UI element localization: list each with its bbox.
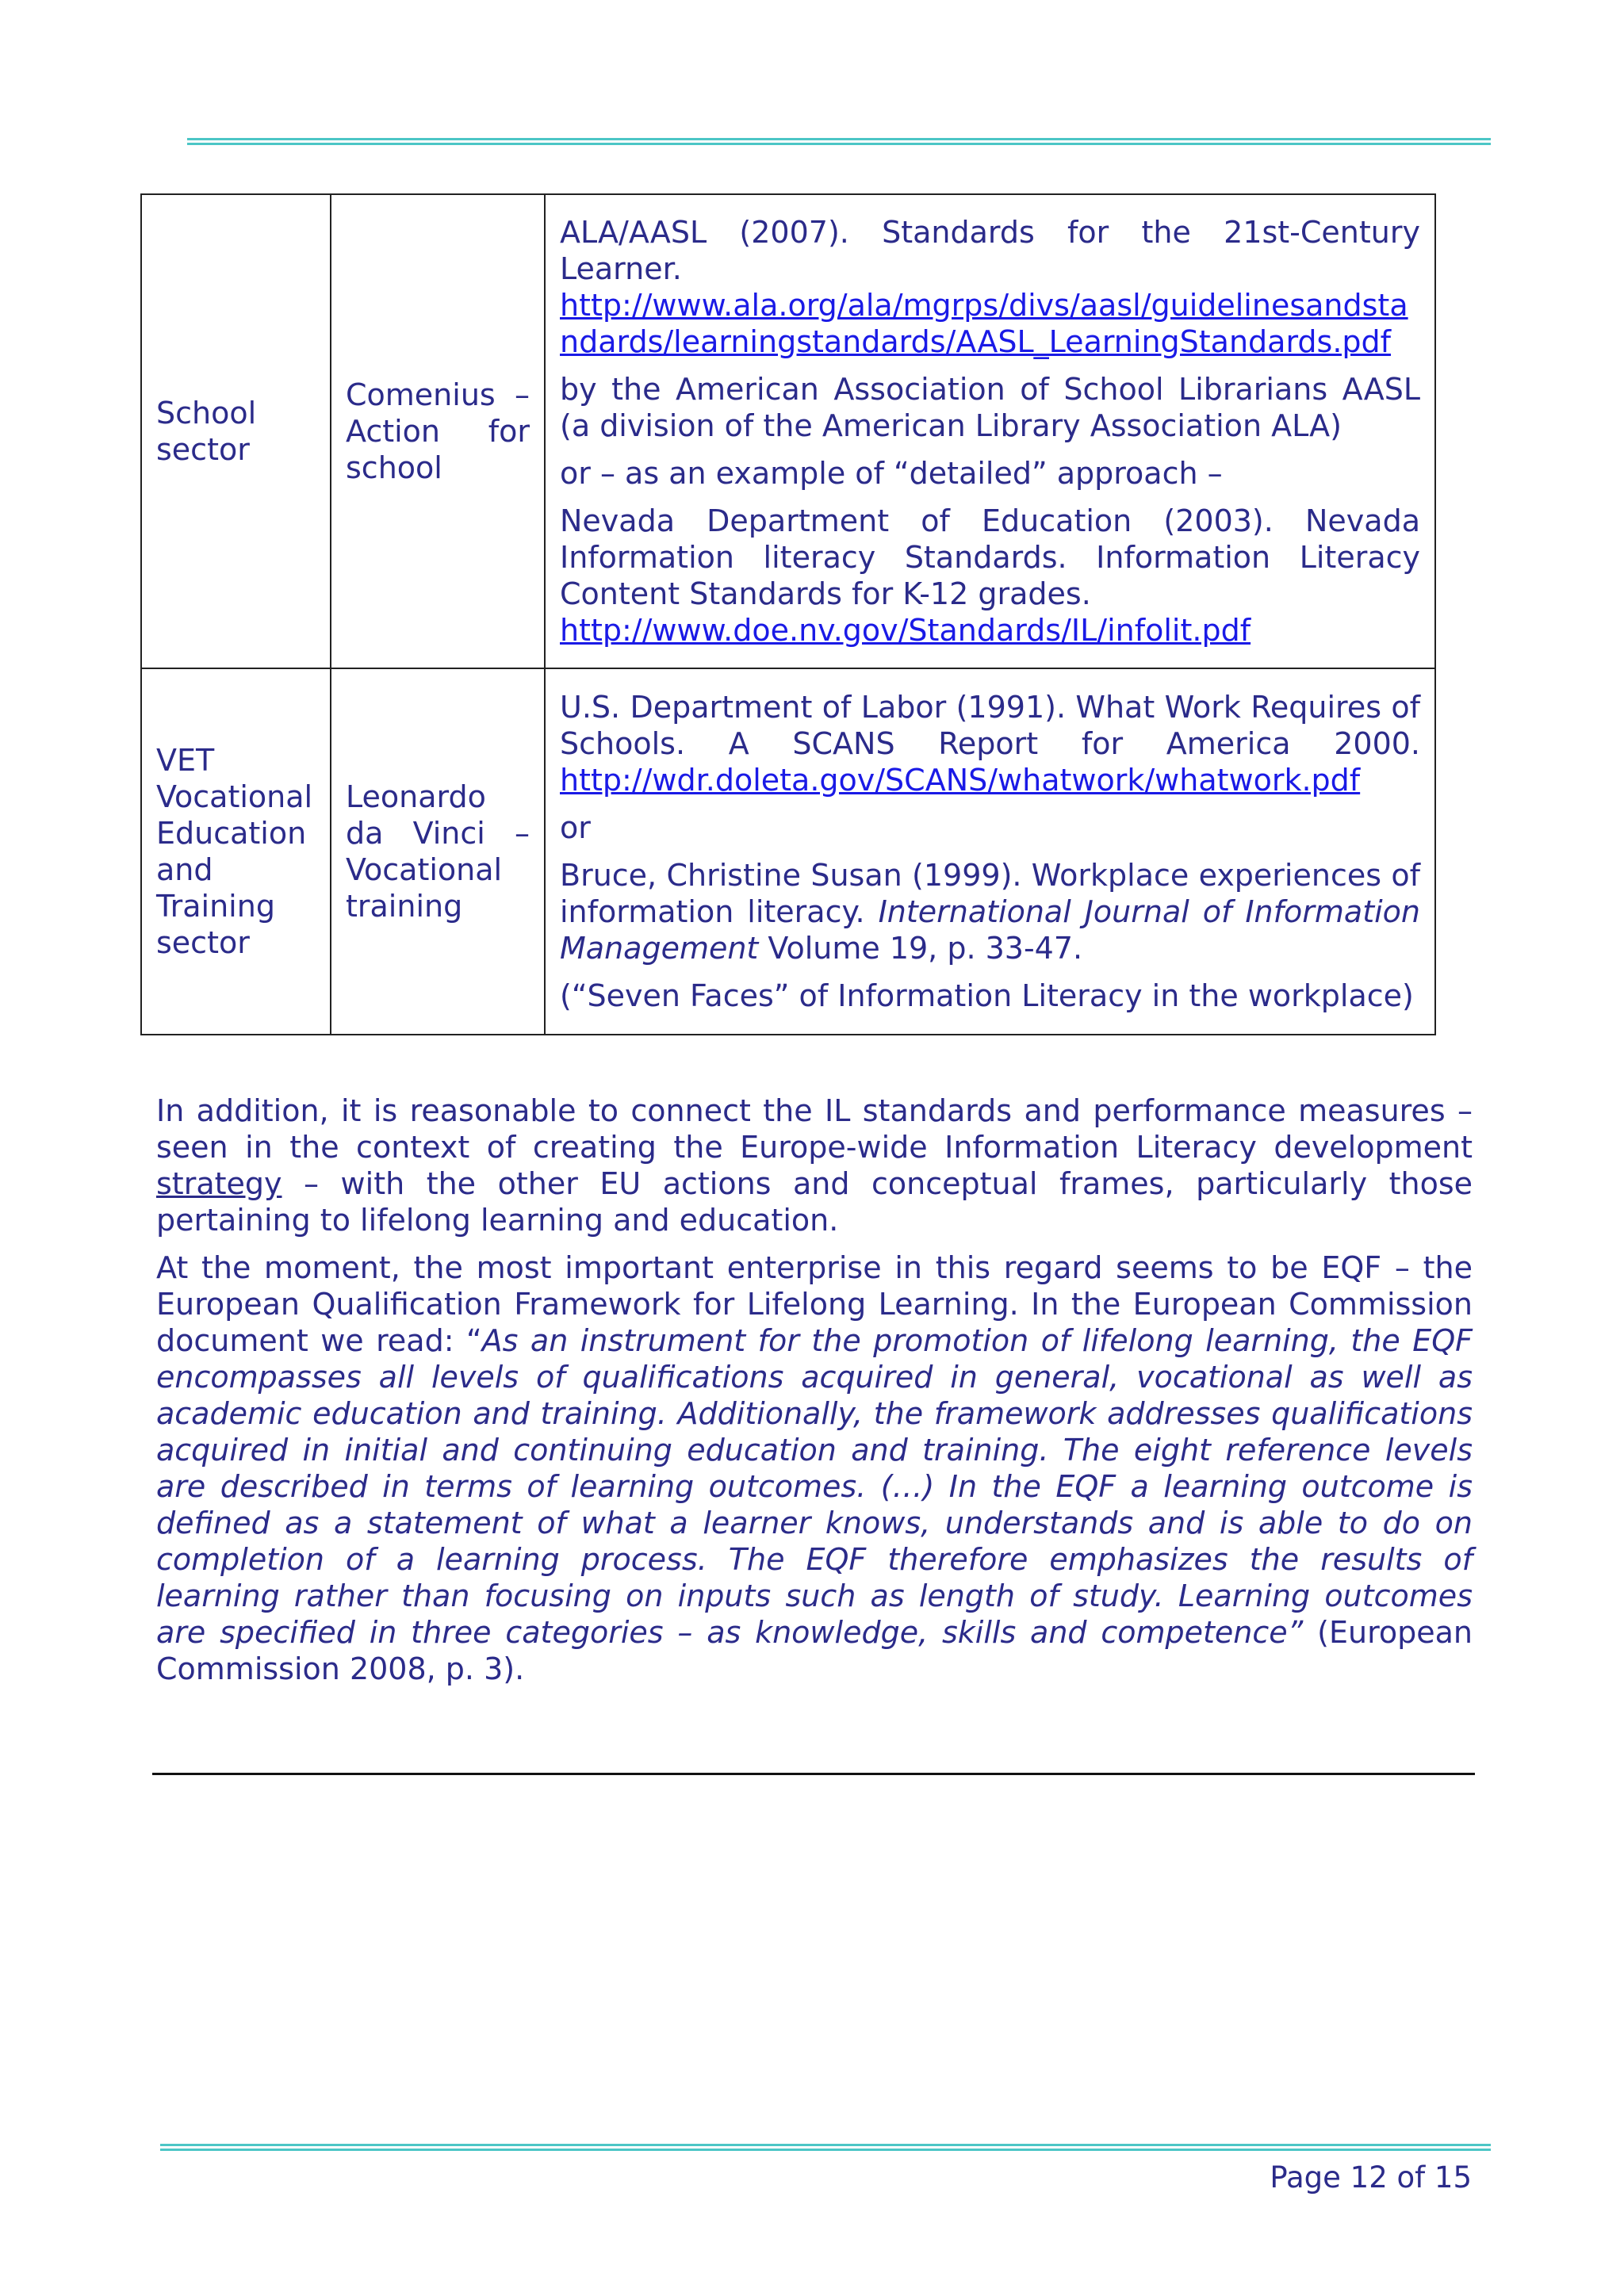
reference-link[interactable]: http://wdr.doleta.gov/SCANS/whatwork/whatwork.pdf bbox=[560, 763, 1361, 798]
program-cell bbox=[331, 668, 545, 1035]
reference-link[interactable]: http://www.ala.org/ala/mgrps/divs/aasl/guidelinesandstandards/learningstandards/AASL_LearningStandards.pdf bbox=[560, 288, 1408, 359]
paragraph bbox=[156, 1093, 1473, 1238]
body-text bbox=[156, 1093, 1473, 1698]
paragraph-text: (European Commission 2008, p. 3). bbox=[156, 1615, 1473, 1686]
or-line: or bbox=[560, 810, 591, 845]
reference-text: Bruce, Christine Susan (1999). Workplace experiences of information literacy. bbox=[560, 858, 1420, 929]
page-number: Page 12 of 15 bbox=[1270, 2160, 1472, 2195]
program-cell bbox=[331, 194, 545, 668]
reference-cell bbox=[545, 668, 1435, 1035]
or-line: or – as an example of “detailed” approach – bbox=[560, 456, 1223, 491]
reference-link[interactable]: http://www.doe.nv.gov/Standards/IL/infolit.pdf bbox=[560, 613, 1251, 648]
sector-cell bbox=[141, 194, 331, 668]
table-row bbox=[141, 668, 1435, 1035]
reference-text: Volume 19, p. 33-47. bbox=[758, 931, 1083, 966]
reference-text: U.S. Department of Labor (1991). What Work Requires of Schools. A SCANS Report for America 2000. bbox=[560, 690, 1420, 761]
sector-label: VET Vocational Education and Training sector bbox=[156, 743, 313, 960]
standards-table bbox=[140, 193, 1436, 1035]
reference-text: Nevada Department of Education (2003). Nevada Information literacy Standards. Information Literacy Content Standards for K-12 grades. bbox=[560, 503, 1420, 611]
reference-note: by the American Association of School Librarians AASL (a division of the American Library Association ALA) bbox=[560, 372, 1420, 443]
paragraph-text: In addition, it is reasonable to connect the IL standards and performance measures – seen in the context of creating the Europe-wide Information Literacy development bbox=[156, 1093, 1473, 1165]
sector-cell bbox=[141, 668, 331, 1035]
paragraph bbox=[156, 1249, 1473, 1687]
program-label: Leonardo da Vinci – Vocational training bbox=[346, 779, 530, 924]
sector-label: School sector bbox=[156, 396, 257, 467]
program-label: Comenius – Action for school bbox=[346, 377, 530, 485]
paragraph-text: – with the other EU actions and conceptual frames, particularly those pertaining to lifelong learning and education. bbox=[156, 1166, 1473, 1238]
table-row bbox=[141, 194, 1435, 668]
journal-title: International Journal of Information Management bbox=[560, 894, 1420, 966]
eqf-quote: As an instrument for the promotion of lifelong learning, the EQF encompasses all levels of qualifications acquired in general, vocational as well as academic education and training. Additionally, the framework addresses qualifications acquired in initial and continuing education and training. The eight reference levels are described in terms of learning outcomes. (…) In the EQF a learning outcome is defined as a statement of what a learner knows, understands and is able to do on completion of a learning process. The EQF therefore emphasizes the results of learning rather than focusing on inputs such as length of study. Learning outcomes are specified in three categories – as knowledge, skills and competence” bbox=[156, 1323, 1473, 1650]
reference-note: (“Seven Faces” of Information Literacy in the workplace) bbox=[560, 978, 1414, 1013]
reference-cell bbox=[545, 194, 1435, 668]
header-rule bbox=[187, 138, 1491, 145]
footer-rule bbox=[160, 2144, 1491, 2151]
footer-separator bbox=[152, 1773, 1475, 1775]
reference-text: ALA/AASL (2007). Standards for the 21st-Century Learner. bbox=[560, 215, 1420, 286]
strategy-link[interactable]: strategy bbox=[156, 1166, 282, 1201]
paragraph-text: At the moment, the most important enterprise in this regard seems to be EQF – the European Qualification Framework for Lifelong Learning. In the European Commission document we read: “ bbox=[156, 1250, 1473, 1358]
